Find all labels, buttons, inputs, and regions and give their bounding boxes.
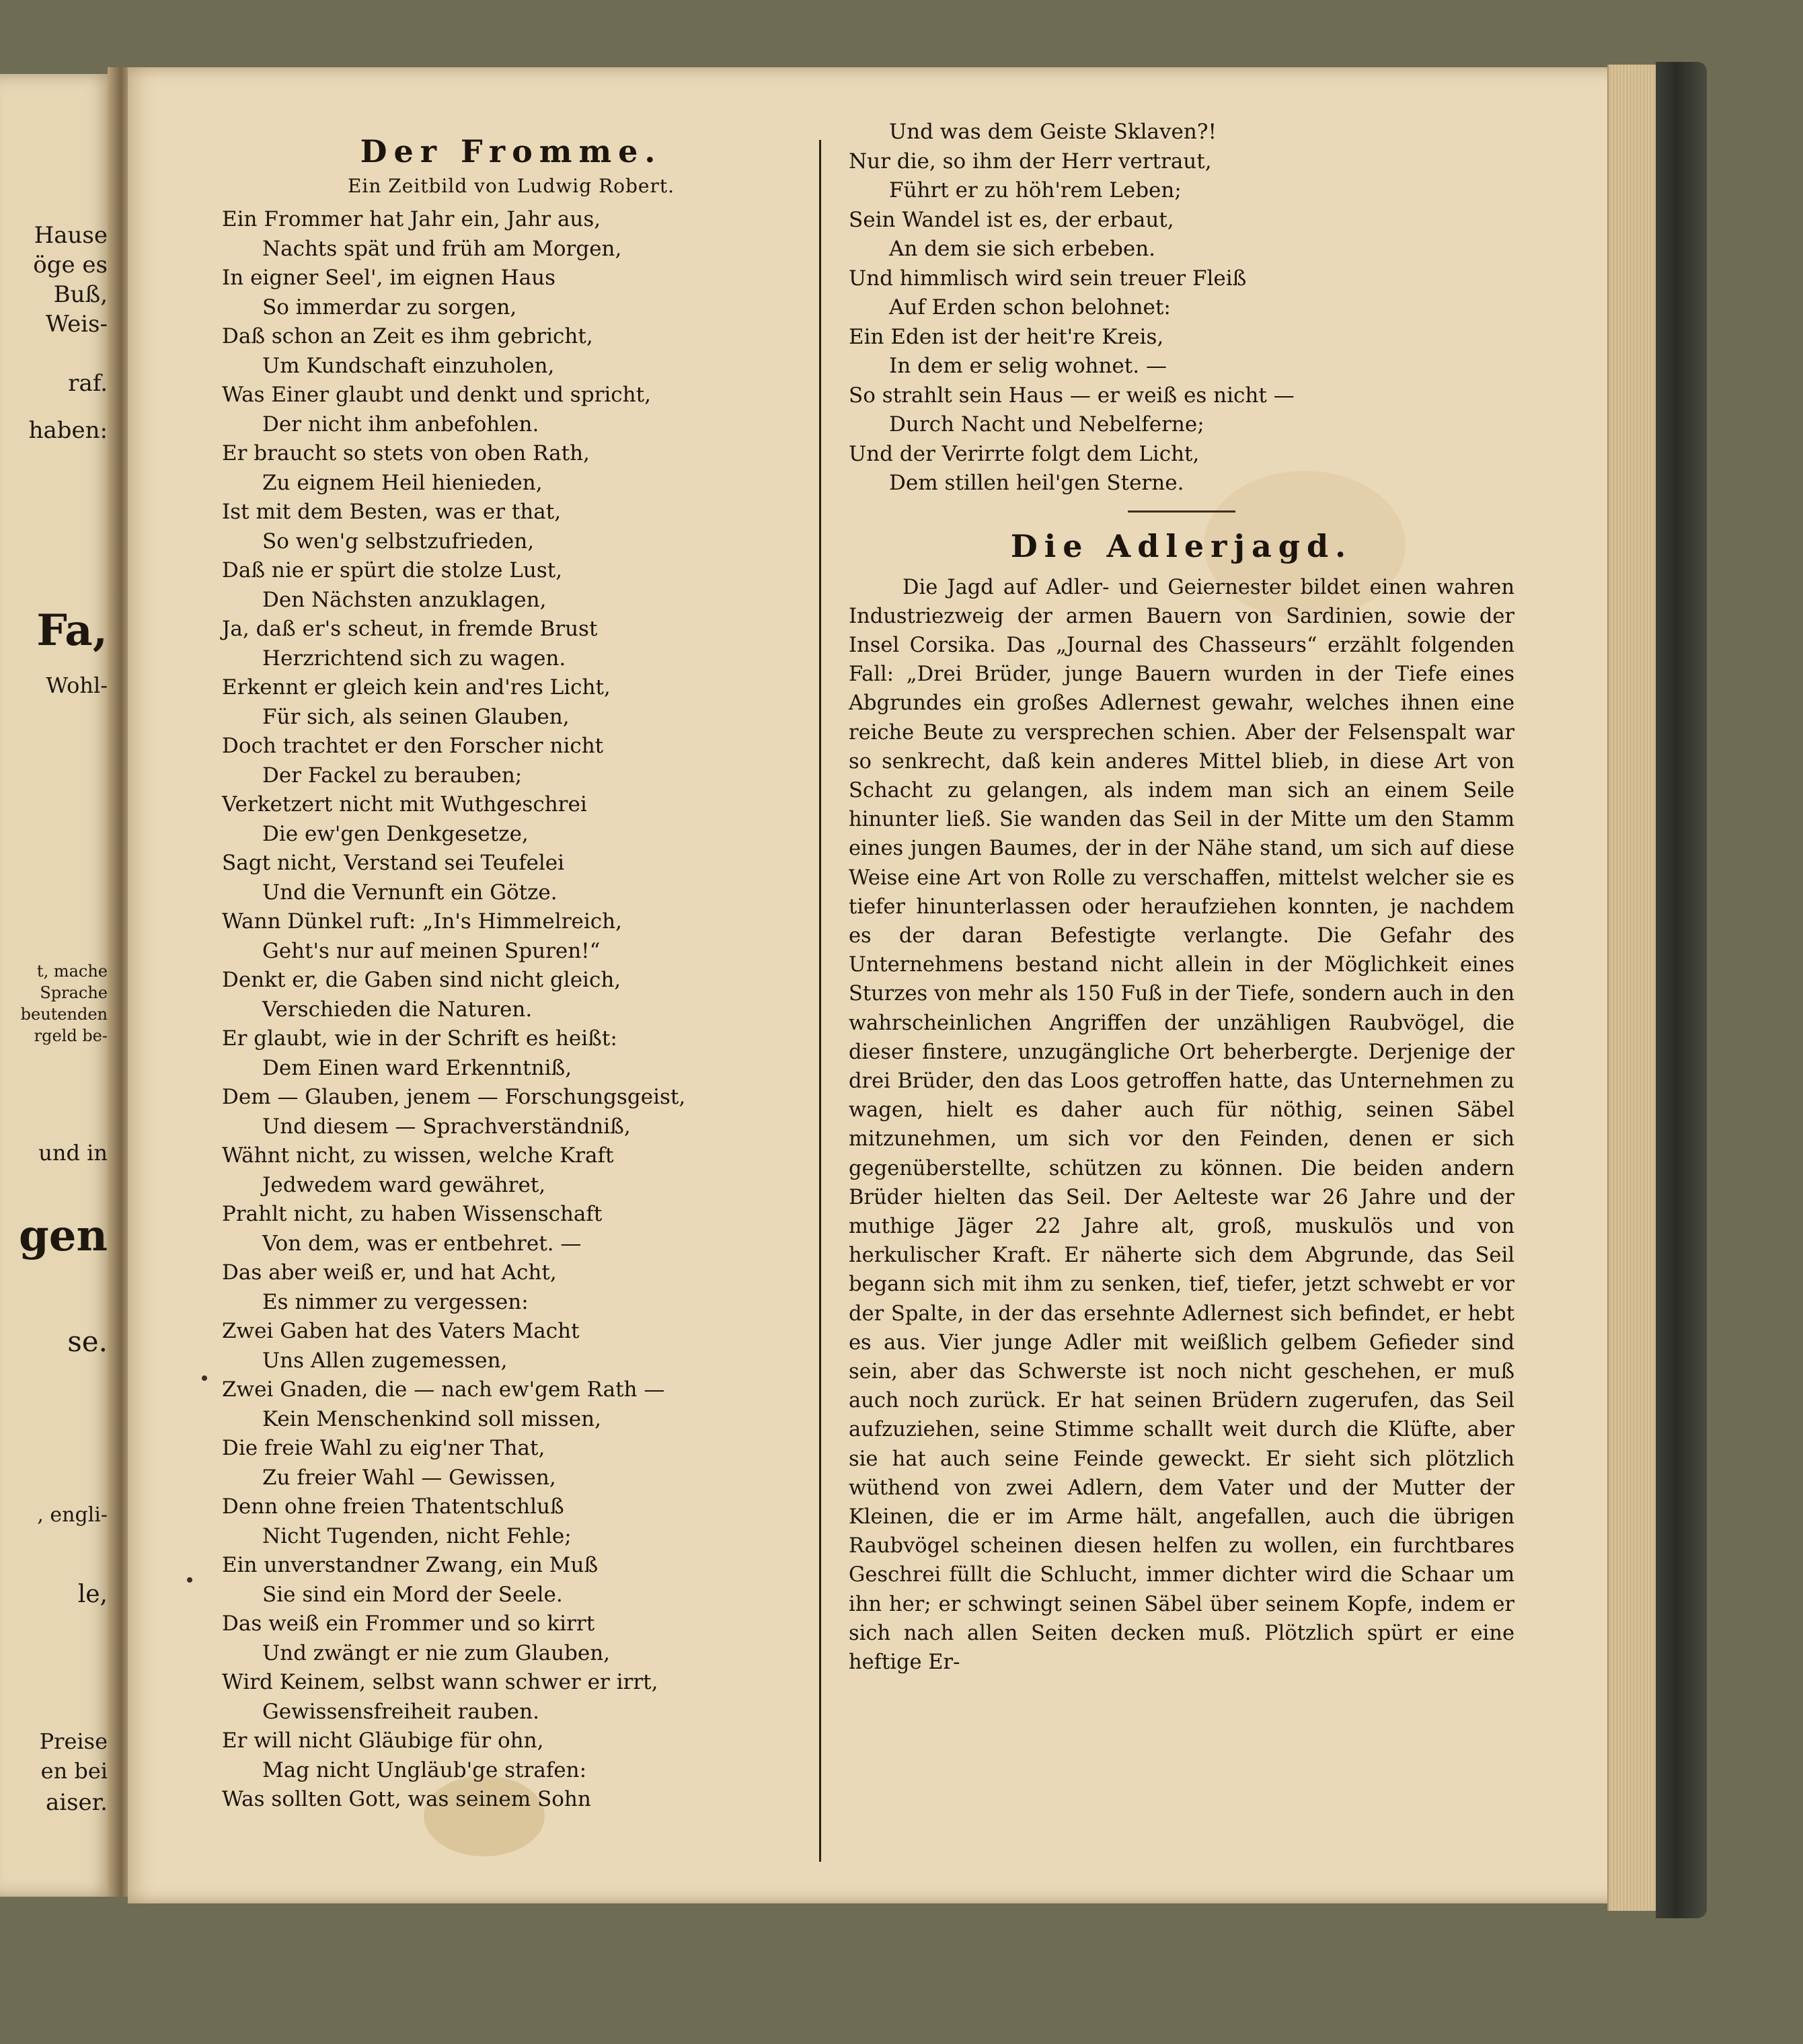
verse-line: Daß nie er spürt die stolze Lust, [222, 558, 563, 582]
verse-line: So immerdar zu sorgen, [262, 295, 517, 319]
verse-line: In dem er selig wohnet. — [889, 354, 1167, 378]
verse-line: Durch Nacht und Nebelferne; [889, 412, 1204, 437]
verse-line: So strahlt sein Haus — er weiß es nicht — [849, 383, 1295, 408]
article-body: Die Jagd auf Adler- und Geiernester bildet einen wahren Industriezweig der armen Bauern von Sardinien, sowie der Insel Corsika. Das „Journal des Chasseurs“ erzählt folgenden Fall: „Drei Brüder, junge Bauern wurden in der Tiefe eines Abgrundes ein großes Adlernest gewahr, welches ihnen eine reiche Beute zu versprechen schien. Aber der Felsenspalt war so senkrecht, daß kein anderes Mittel blieb, in diese Art von Schacht zu gelangen, als indem man sich an einem Seile hinunter ließ. Sie wanden das Seil in der Mitte um den Stamm eines jungen Baumes, der in der Nähe stand, um sich auf diese Weise eine Art von Rolle zu verschaffen, mittelst welcher sie es tiefer hinunterlassen oder heraufziehen konnten, je nachdem es der daran Befestigte verlangte. Die Gefahr des Unternehmens bestand nicht allein in der Möglichkeit eines Sturzes von mehr als 150 Fuß in der Tiefe, sondern auch in den wahrscheinlichen Angriffen der unzähligen Raubvögel, die dieser finstere, unzugängliche Ort beherbergte. Derjenige der drei Brüder, den das Loos getroffen hatte, das Unternehmen zu wagen, hielt es daher auch für nöthig, seinen Säbel mitzunehmen, um sich vor den Feinden, denen er sich gegenüberstellte, schützen zu können. Die beiden andern Brüder hielten das Seil. Der Aelteste war 26 Jahre und der muthige Jäger 22 Jahre alt, groß, muskulös und von herkulischer Kraft. Er näherte sich dem Abgrunde, das Seil begann sich mit ihm zu senken, tief, tiefer, jetzt schwebt er vor der Spalte, in der das ersehnte Adlernest sich befindet, er hebt es aus. Vier junge Adler mit weißlich gelbem Gefieder sind sein, aber das Schwerste ist noch nicht geschehen, er muß auch noch zurück. Er hat seinen Brüdern zugerufen, das Seil aufzuziehen, seine Stimme schallt weit durch die Klüfte, aber sie hat auch seine Feinde geweckt. Er sieht sich plötzlich wüthend von zwei Adlern, dem Vater und der Mutter der Kleinen, die er im Arme hält, angefallen, auch die übrigen Raubvögel scheinen diesen helfen zu wollen, ein furchtbares Geschrei füllt die Schlucht, immer dichter wird die Schaar um ihn her; er schwingt seinen Säbel über seinem Kopfe, indem er sich nach allen Seiten decken muß. Plötzlich spürt er eine heftige Er- [849, 575, 1514, 1675]
verse-line: Dem — Glauben, jenem — Forschungsgeist, [222, 1085, 686, 1109]
verse-line: Gewissensfreiheit rauben. [262, 1699, 539, 1724]
verse-line: Die ew'gen Denkgesetze, [262, 821, 529, 846]
left-fragment: rgeld be- [34, 1026, 108, 1045]
verse-line: Geht's nur auf meinen Spuren!“ [262, 938, 601, 963]
verse-line: Von dem, was er entbehret. — [262, 1231, 582, 1256]
verse-line: Dem Einen ward Erkenntniß, [262, 1055, 572, 1080]
left-fragment: aiser. [45, 1789, 108, 1816]
ink-speck [187, 1577, 192, 1583]
verse-line: An dem sie sich erbeben. [889, 237, 1156, 261]
left-fragment: , engli- [37, 1503, 108, 1527]
left-fragment: t, mache [36, 962, 108, 981]
verse-line: Kein Menschenkind soll missen, [262, 1406, 601, 1431]
verse-line: Und der Verirrte folgt dem Licht, [849, 441, 1200, 466]
left-fragment: Hause [34, 222, 108, 249]
section-rule [1128, 510, 1235, 513]
left-fragment: Sprache [40, 983, 108, 1002]
verse-line: Ein unverstandner Zwang, ein Muß [222, 1553, 599, 1577]
left-fragment: Buß, [53, 281, 108, 308]
verse-line: Ein Eden ist der heit're Kreis, [849, 324, 1164, 349]
verse-line: In eigner Seel', im eignen Haus [222, 266, 556, 290]
left-fragment: gen [19, 1211, 108, 1261]
verse-line: Mag nicht Ungläub'ge strafen: [262, 1757, 587, 1782]
verse-line: Zwei Gaben hat des Vaters Macht [222, 1319, 580, 1343]
left-fragment: Wohl- [46, 673, 108, 698]
left-fragment: beutenden [20, 1005, 108, 1024]
verse-line: Was Einer glaubt und denkt und spricht, [222, 383, 651, 407]
verse-line: Zu eignem Heil hienieden, [262, 470, 543, 495]
verse-line: Herzrichtend sich zu wagen. [262, 646, 566, 671]
article-title: Die Adlerjagd. [1010, 527, 1353, 564]
verse-line: Und zwängt er nie zum Glauben, [262, 1640, 611, 1665]
left-fragment: en bei [40, 1758, 108, 1784]
poem-column [222, 131, 800, 1815]
verse-line: Ein Frommer hat Jahr ein, Jahr aus, [222, 207, 601, 231]
verse-line: Um Kundschaft einzuholen, [262, 353, 555, 378]
verse-line: So wen'g selbstzufrieden, [262, 529, 535, 554]
verse-line: Und was dem Geiste Sklaven?! [889, 120, 1217, 144]
verse-line: Nicht Tugenden, nicht Fehle; [262, 1523, 572, 1548]
verse-line: Erkennt er gleich kein and'res Licht, [222, 675, 611, 699]
ink-speck [202, 1375, 207, 1381]
verse-line: Führt er zu höh'rem Leben; [889, 178, 1182, 202]
poem-byline: Ein Zeitbild von Ludwig Robert. [347, 175, 675, 197]
column-divider [819, 140, 821, 1862]
verse-line: Er braucht so stets von oben Rath, [222, 441, 590, 465]
verse-line: Wann Dünkel ruft: „In's Himmelreich, [222, 909, 622, 934]
verse-line: Prahlt nicht, zu haben Wissenschaft [222, 1202, 603, 1226]
left-fragment: und in [38, 1140, 108, 1166]
left-fragment: Weis- [45, 311, 108, 338]
verse-line: Das aber weiß er, und hat Acht, [222, 1260, 557, 1285]
verse-line: Nachts spät und früh am Morgen, [262, 236, 622, 261]
verse-line: Denn ohne freien Thatentschluß [222, 1494, 564, 1519]
poem-continuation [849, 118, 1514, 498]
left-fragment: le, [77, 1581, 108, 1608]
verse-line: Auf Erden schon belohnet: [889, 295, 1171, 319]
verse-line: Es nimmer zu vergessen: [262, 1289, 529, 1314]
verse-line: Zu freier Wahl — Gewissen, [262, 1465, 556, 1490]
verse-line: Ist mit dem Besten, was er that, [222, 500, 562, 524]
left-page-edge [0, 74, 116, 1897]
verse-line: Sagt nicht, Verstand sei Teufelei [222, 851, 565, 875]
verse-line: Wähnt nicht, zu wissen, welche Kraft [222, 1143, 614, 1168]
verse-line: Nur die, so ihm der Herr vertraut, [849, 149, 1212, 174]
verse-line: Uns Allen zugemessen, [262, 1348, 508, 1373]
verse-line: Er glaubt, wie in der Schrift es heißt: [222, 1026, 617, 1051]
right-column [849, 118, 1514, 1677]
left-fragment: öge es [33, 252, 108, 278]
verse-line: Was sollten Gott, was seinem Sohn [222, 1787, 591, 1811]
verse-line: Ja, daß er's scheut, in fremde Brust [222, 617, 598, 641]
left-fragment: raf. [68, 370, 108, 397]
verse-line: Sie sind ein Mord der Seele. [262, 1582, 563, 1607]
verse-line: Jedwedem ward gewähret, [262, 1172, 546, 1197]
verse-line: Die freie Wahl zu eig'ner That, [222, 1436, 545, 1460]
verse-line: Zwei Gnaden, die — nach ew'gem Rath — [222, 1377, 665, 1402]
left-fragment: Fa, [36, 605, 108, 656]
page-edges [1607, 65, 1659, 1911]
verse-line: Denkt er, die Gaben sind nicht gleich, [222, 968, 621, 992]
verse-line: Der Fackel zu berauben; [262, 763, 523, 788]
left-fragment: haben: [28, 417, 108, 444]
verse-line: Wird Keinem, selbst wann schwer er irrt, [222, 1670, 658, 1694]
verse-line: Der nicht ihm anbefohlen. [262, 412, 539, 437]
verse-line: Und die Vernunft ein Götze. [262, 880, 558, 905]
verse-line: Den Nächsten anzuklagen, [262, 587, 547, 612]
verse-line: Dem stillen heil'gen Sterne. [889, 471, 1184, 495]
verse-line: Das weiß ein Frommer und so kirrt [222, 1612, 595, 1636]
verse-line: Daß schon an Zeit es ihm gebricht, [222, 324, 593, 348]
verse-line: Sein Wandel ist es, der erbaut, [849, 207, 1174, 232]
verse-line: Und himmlisch wird sein treuer Fleiß [849, 266, 1247, 291]
left-fragment: se. [67, 1325, 108, 1358]
poem-lines [222, 205, 800, 1815]
left-fragment: Preise [39, 1729, 108, 1754]
poem-title: Der Fromme. [360, 133, 662, 169]
verse-line: Verketzert nicht mit Wuthgeschrei [222, 792, 587, 817]
verse-line: Und diesem — Sprachverständniß, [262, 1114, 631, 1139]
verse-line: Er will nicht Gläubige für ohn, [222, 1729, 544, 1753]
verse-line: Verschieden die Naturen. [262, 997, 533, 1022]
verse-line: Doch trachtet er den Forscher nicht [222, 734, 604, 758]
verse-line: Für sich, als seinen Glauben, [262, 704, 570, 729]
book-binding [1656, 62, 1707, 1918]
